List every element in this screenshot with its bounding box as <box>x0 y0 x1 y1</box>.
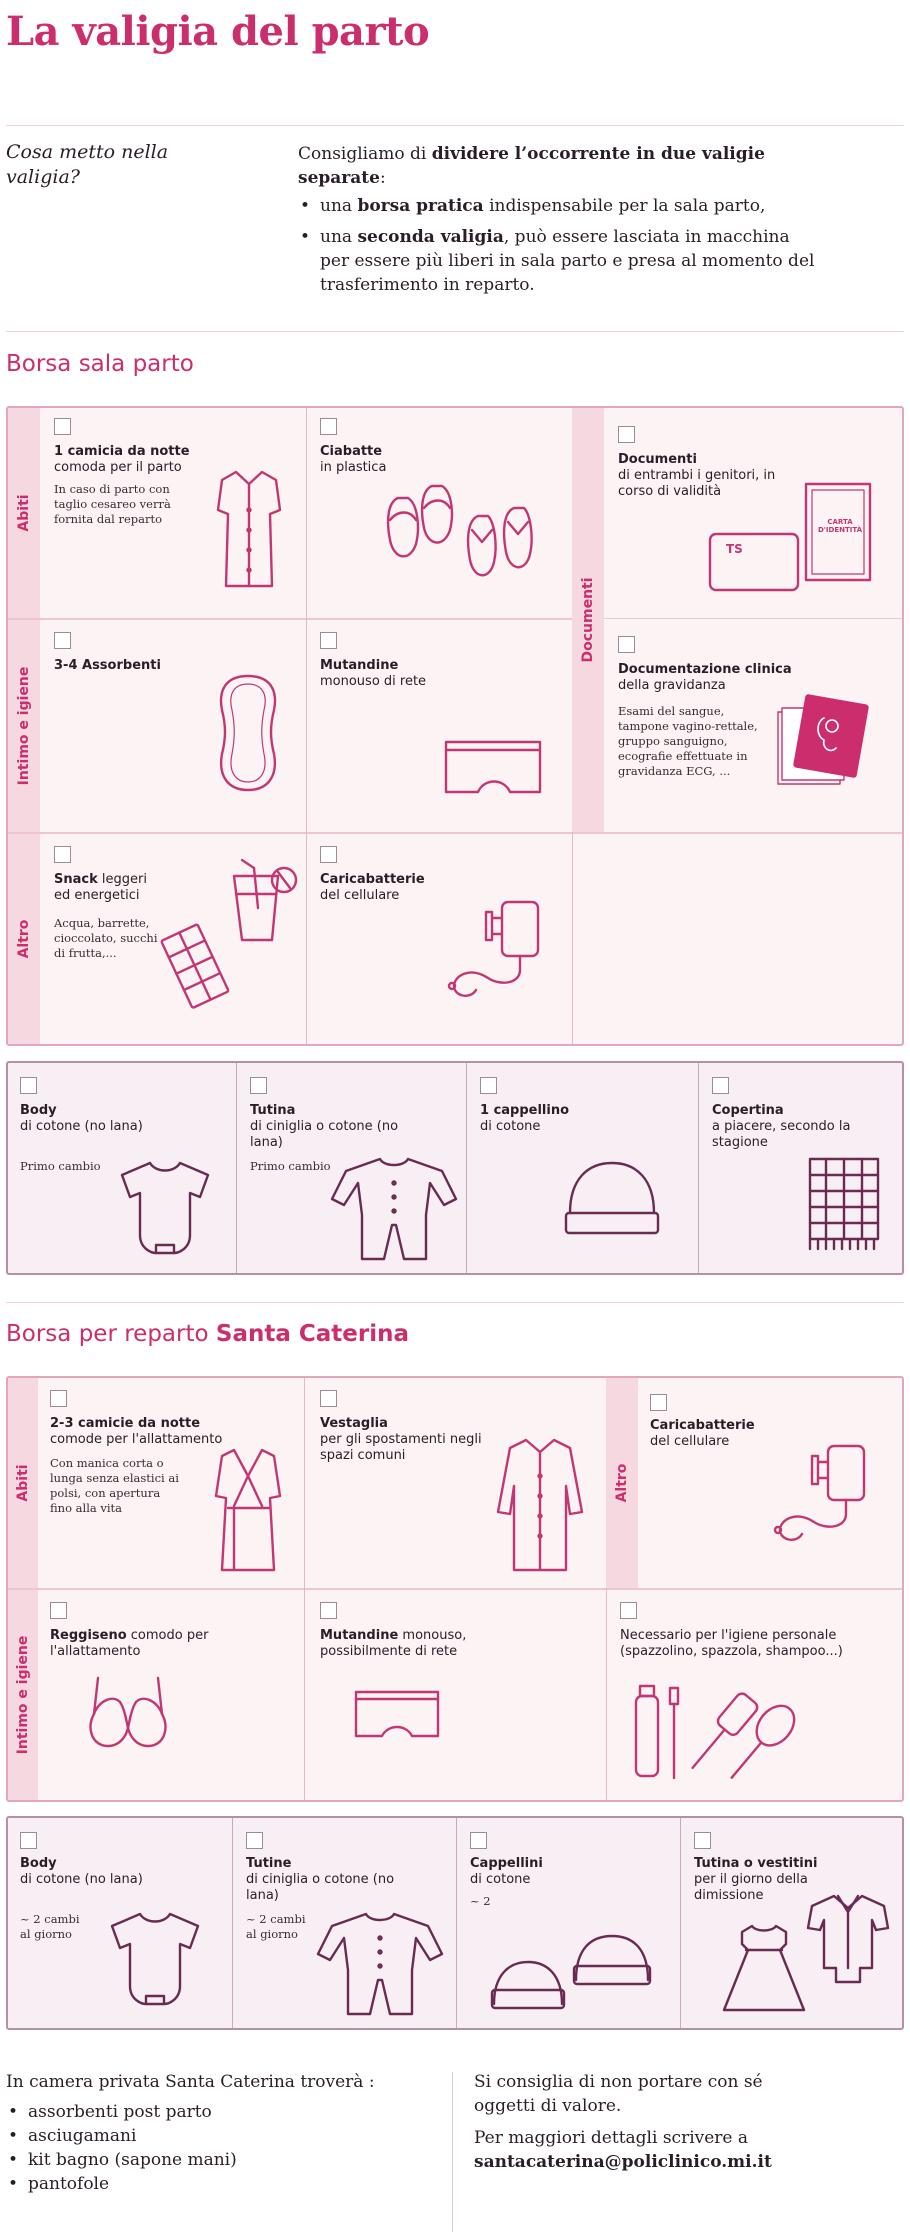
pad-icon <box>218 674 278 794</box>
band-abiti: Abiti <box>8 1378 38 1588</box>
item-caricabatterie-label: Caricabatterie del cellulare <box>320 872 425 903</box>
checkbox[interactable] <box>20 1832 37 1849</box>
band-intimo: Intimo e igiene <box>8 1590 38 1800</box>
intro-bullet: • una borsa pratica indispensabile per la sala parto, <box>298 194 818 218</box>
item-camicia-note: In caso di parto con taglio cesareo verrà fornita dal reparto <box>54 482 171 526</box>
item-reggiseno-label: Reggiseno comodo per l'allattamento <box>50 1628 209 1659</box>
snack-juice-icon <box>168 858 298 1008</box>
intro-bullet: • una seconda valigia, può essere lasciata in macchina per essere più liberi in sala parto e presa al momento del trasferimento in reparto. <box>298 225 818 297</box>
item-camicie-label: 2-3 camicie da notte comode per l'allattamento <box>50 1416 223 1447</box>
checkbox[interactable] <box>320 1390 337 1407</box>
intro-text: Consigliamo di dividere l’occorrente in due valigie separate: • una borsa pratica indispensabile per la sala parto, • una seconda valigia, può essere lasciata in macchina per essere più liberi in sala parto e presa al momento del trasferimento in reparto. <box>298 142 818 297</box>
baby-cappellino-label: 1 cappellino di cotone <box>480 1103 570 1134</box>
item-camicia-label: 1 camicia da notte comoda per il parto <box>54 444 190 475</box>
checkbox[interactable] <box>54 846 71 863</box>
checkbox[interactable] <box>50 1602 67 1619</box>
item-snack-label: Snack leggeri ed energetici <box>54 872 147 903</box>
footer-left <box>6 2070 446 2196</box>
baby-tutine-label: Tutine di ciniglia o cotone (no lana) <box>246 1856 395 1903</box>
footer-right <box>474 2070 774 2174</box>
divider <box>6 331 904 332</box>
band-abiti: Abiti <box>8 408 40 618</box>
email-link[interactable]: santacaterina@policlinico.mi.it <box>474 2152 772 2172</box>
checkbox[interactable] <box>480 1077 497 1094</box>
checkbox[interactable] <box>712 1077 729 1094</box>
checkbox[interactable] <box>650 1394 667 1411</box>
intro-question: Cosa metto nella valigia? <box>6 141 169 188</box>
checkbox[interactable] <box>20 1077 37 1094</box>
divider <box>6 1302 904 1303</box>
clinical-records-icon <box>774 698 874 798</box>
bodysuit-icon <box>110 1910 210 2010</box>
baby-body-note: ~ 2 cambi al giorno <box>20 1912 80 1941</box>
onesie-icon <box>316 1910 446 2020</box>
footer-left-title: In camera privata Santa Caterina troverà : <box>6 2072 375 2092</box>
baby-cappellini-note: ~ 2 <box>470 1894 491 1908</box>
footer-list-item: • pantofole <box>6 2172 446 2196</box>
footer-contact: Per maggiori dettagli scrivere a santacaterina@policlinico.mi.it <box>474 2128 772 2172</box>
item-caricabatterie-2-label: Caricabatterie del cellulare <box>650 1418 755 1449</box>
checkbox[interactable] <box>320 632 337 649</box>
checkbox[interactable] <box>246 1832 263 1849</box>
page-title: La valigia del parto <box>6 8 430 55</box>
id-documents-icon <box>708 482 888 592</box>
item-mutandine-label: Mutandine monouso di rete <box>320 658 427 689</box>
checkbox[interactable] <box>618 636 635 653</box>
card-ts: TS <box>726 542 743 556</box>
baby-hats-icon <box>490 1914 660 2014</box>
checkbox[interactable] <box>320 846 337 863</box>
santa-caterina-grid <box>6 1376 904 1802</box>
band-altro: Altro <box>606 1378 638 1588</box>
band-intimo: Intimo e igiene <box>8 620 40 832</box>
checkbox[interactable] <box>50 1390 67 1407</box>
checkbox[interactable] <box>54 632 71 649</box>
footer-list-item: • assorbenti post parto <box>6 2100 446 2124</box>
item-documenti-label: Documenti di entrambi i genitori, in corso di validità <box>618 452 776 499</box>
section-title: Borsa sala parto <box>6 351 194 377</box>
item-assorbenti-label: 3-4 Assorbenti <box>54 658 161 673</box>
checkbox[interactable] <box>694 1832 711 1849</box>
checkbox[interactable] <box>320 418 337 435</box>
slippers-icon <box>384 480 544 600</box>
item-igiene-label: Necessario per l'igiene personale (spazzolino, spazzola, shampoo...) <box>620 1628 843 1659</box>
robe-icon <box>496 1436 586 1576</box>
checkbox[interactable] <box>620 1602 637 1619</box>
charger-icon <box>448 892 548 1002</box>
item-documentazione-note: Esami del sangue, tampone vagino-rettale, gruppo sanguigno, ecografie effettuate in gravidanza ECG, ... <box>618 704 758 778</box>
item-camicie-note: Con manica corta o lunga senza elastici ai polsi, con apertura fino alla vita <box>50 1456 179 1515</box>
item-mutandine-2-label: Mutandine monouso, possibilmente di rete <box>320 1628 467 1659</box>
item-documentazione-label: Documentazione clinica della gravidanza <box>618 662 792 693</box>
underwear-icon <box>354 1690 444 1750</box>
item-vestaglia-label: Vestaglia per gli spostamenti negli spazi comuni <box>320 1416 482 1463</box>
baby-body-label: Body di cotone (no lana) <box>20 1103 143 1134</box>
nursing-gown-icon <box>214 1446 284 1576</box>
baby-body-label: Body di cotone (no lana) <box>20 1856 143 1887</box>
band-documenti: Documenti <box>572 408 604 832</box>
baby-copertina-label: Copertina a piacere, secondo la stagione <box>712 1103 851 1150</box>
baby-tutina-note: Primo cambio <box>250 1159 331 1173</box>
nightgown-icon <box>214 470 284 590</box>
bra-icon <box>84 1676 174 1756</box>
blanket-icon <box>804 1155 884 1255</box>
bodysuit-icon <box>120 1159 220 1259</box>
checkbox[interactable] <box>54 418 71 435</box>
item-ciabatte-label: Ciabatte in plastica <box>320 444 387 475</box>
item-snack-note: Acqua, barrette, cioccolato, succhi di frutta,... <box>54 916 158 960</box>
footer-list-item: • asciugamani <box>6 2124 446 2148</box>
checkbox[interactable] <box>618 426 635 443</box>
baby-body-note: Primo cambio <box>20 1159 101 1173</box>
santa-caterina-baby-grid <box>6 1816 904 2030</box>
toiletries-icon <box>630 1684 790 1794</box>
baby-vestitini-label: Tutina o vestitini per il giorno della dimissione <box>694 1856 818 1903</box>
baby-tutine-note: ~ 2 cambi al giorno <box>246 1912 306 1941</box>
baby-dress-outfit-icon <box>724 1892 894 2022</box>
baby-cappellini-label: Cappellini di cotone <box>470 1856 543 1887</box>
section-title: Borsa per reparto Santa Caterina <box>6 1321 409 1347</box>
checkbox[interactable] <box>250 1077 267 1094</box>
sala-parto-baby-grid <box>6 1061 904 1275</box>
underwear-icon <box>444 740 544 800</box>
checkbox[interactable] <box>320 1602 337 1619</box>
footer-note: Si consiglia di non portare con sé oggetti di valore. <box>474 2072 763 2116</box>
divider <box>6 125 904 126</box>
checkbox[interactable] <box>470 1832 487 1849</box>
footer-list-item: • kit bagno (sapone mani) <box>6 2148 446 2172</box>
card-id: CARTA D'IDENTITÀ <box>817 518 863 534</box>
footer-divider <box>452 2072 453 2232</box>
band-altro: Altro <box>8 834 40 1044</box>
baby-hat-icon <box>564 1159 664 1239</box>
onesie-icon <box>330 1155 460 1265</box>
sala-parto-grid <box>6 406 904 1046</box>
baby-tutina-label: Tutina di ciniglia o cotone (no lana) <box>250 1103 399 1150</box>
charger-icon <box>774 1436 874 1546</box>
